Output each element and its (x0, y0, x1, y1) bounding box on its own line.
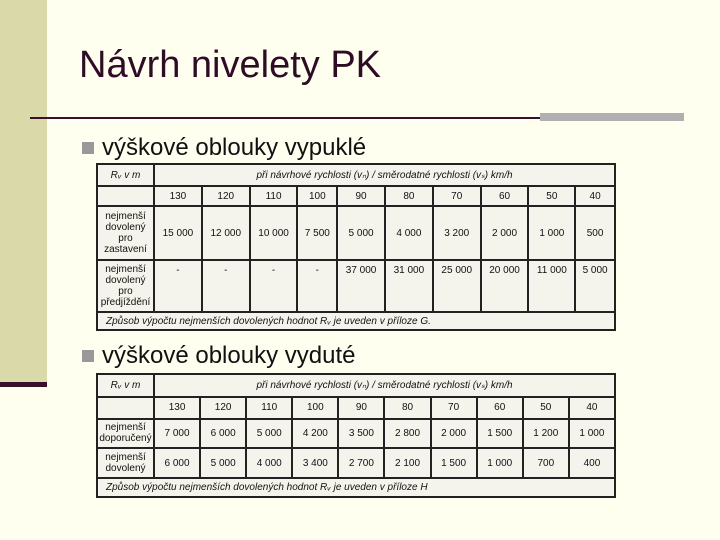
table-row (97, 206, 615, 260)
speed-cell: 130 (154, 397, 200, 418)
row-label: nejmenší dovolený pro zastavení (97, 206, 154, 260)
bullet-item (82, 134, 366, 162)
table-corner: Rᵥ v m (97, 374, 154, 397)
speed-cell: 60 (481, 186, 529, 206)
left-accent-band (0, 0, 47, 382)
speed-cell: 70 (431, 397, 477, 418)
value-cell: 500 (575, 206, 615, 260)
speed-cell: 110 (246, 397, 292, 418)
value-cell: 2 800 (384, 419, 430, 449)
value-cell: 4 000 (246, 448, 292, 478)
value-cell: 1 000 (569, 419, 615, 449)
value-cell: 2 000 (431, 419, 477, 449)
bullet-text: výškové oblouky vyduté (102, 342, 356, 369)
value-cell: - (297, 260, 337, 312)
value-cell: - (154, 260, 202, 312)
row-label: nejmenší dovolený pro předjíždění (97, 260, 154, 312)
table-corner: Rᵥ v m (97, 164, 154, 186)
value-cell: 3 200 (433, 206, 481, 260)
table-footnote: Způsob výpočtu nejmenších dovolených hodnot Rᵥ je uveden v příloze G. (97, 312, 615, 330)
speed-cell: 120 (200, 397, 246, 418)
concave-curves-table (96, 373, 616, 498)
speed-cell: 70 (433, 186, 481, 206)
value-cell: 12 000 (202, 206, 250, 260)
value-cell: 1 500 (431, 448, 477, 478)
value-cell: 5 000 (246, 419, 292, 449)
value-cell: 700 (523, 448, 569, 478)
bullet-item (82, 342, 355, 370)
table-row (97, 419, 615, 449)
value-cell: 20 000 (481, 260, 529, 312)
bullet-text: výškové oblouky vypuklé (102, 134, 367, 161)
value-cell: 3 400 (292, 448, 338, 478)
bullet-square-icon (82, 350, 94, 362)
speed-cell: 120 (202, 186, 250, 206)
value-cell: 25 000 (433, 260, 481, 312)
speed-cell: 90 (338, 397, 384, 418)
value-cell: 5 000 (200, 448, 246, 478)
value-cell: 1 500 (477, 419, 523, 449)
value-cell: - (202, 260, 250, 312)
speed-cell: 50 (528, 186, 575, 206)
table-cell-empty (97, 186, 154, 206)
value-cell: 37 000 (337, 260, 385, 312)
value-cell: 3 500 (338, 419, 384, 449)
value-cell: 7 000 (154, 419, 200, 449)
row-label: nejmenší doporučený (97, 419, 154, 449)
speed-cell: 100 (297, 186, 337, 206)
bullet-square-icon (82, 142, 94, 154)
value-cell: 11 000 (528, 260, 575, 312)
value-cell: 400 (569, 448, 615, 478)
value-cell: 4 200 (292, 419, 338, 449)
convex-curves-table (96, 163, 616, 331)
value-cell: 2 000 (481, 206, 529, 260)
speed-cell: 110 (250, 186, 298, 206)
left-accent-bar (0, 382, 47, 387)
speed-cell: 90 (337, 186, 385, 206)
slide-title: Návrh nivelety PK (79, 44, 382, 86)
value-cell: 15 000 (154, 206, 202, 260)
table-row (97, 448, 615, 478)
value-cell: 5 000 (575, 260, 615, 312)
value-cell: 1 200 (523, 419, 569, 449)
speed-cell: 60 (477, 397, 523, 418)
value-cell: 5 000 (337, 206, 385, 260)
value-cell: 1 000 (528, 206, 575, 260)
speed-cell: 80 (384, 397, 430, 418)
value-cell: 2 700 (338, 448, 384, 478)
value-cell: 10 000 (250, 206, 298, 260)
value-cell: 1 000 (477, 448, 523, 478)
table-cell-empty (97, 397, 154, 418)
title-underline-gray (540, 113, 684, 121)
speed-cell: 80 (385, 186, 433, 206)
value-cell: 7 500 (297, 206, 337, 260)
table-header: při návrhové rychlosti (vₙ) / směrodatné rychlosti (vₛ) km/h (154, 374, 615, 397)
value-cell: 2 100 (384, 448, 430, 478)
title-underline (30, 117, 540, 119)
table-row (97, 260, 615, 312)
value-cell: 6 000 (200, 419, 246, 449)
speed-cell: 50 (523, 397, 569, 418)
speed-cell: 130 (154, 186, 202, 206)
value-cell: 31 000 (385, 260, 433, 312)
table-header: při návrhové rychlosti (vₙ) / směrodatné rychlosti (vₛ) km/h (154, 164, 615, 186)
speed-cell: 40 (569, 397, 615, 418)
table-row-speeds (97, 186, 615, 206)
value-cell: 6 000 (154, 448, 200, 478)
table-row-speeds (97, 397, 615, 418)
speed-cell: 100 (292, 397, 338, 418)
row-label: nejmenší dovolený (97, 448, 154, 478)
table-footnote: Způsob výpočtu nejmenších dovolených hodnot Rᵥ je uveden v příloze H (97, 478, 615, 497)
value-cell: 4 000 (385, 206, 433, 260)
speed-cell: 40 (575, 186, 615, 206)
value-cell: - (250, 260, 298, 312)
